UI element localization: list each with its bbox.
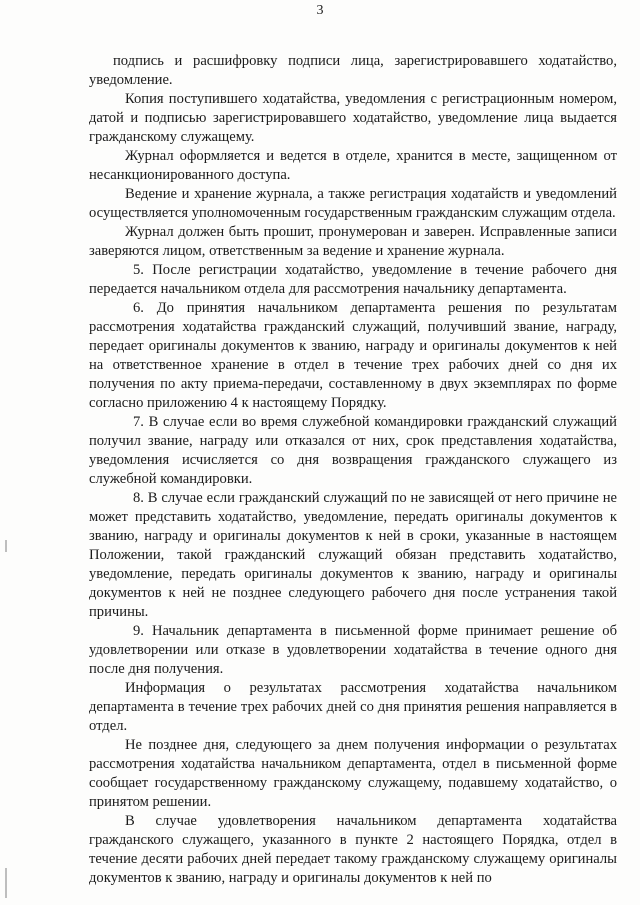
paragraph-decision-information: Информация о результатах рассмотрения ходатайства начальником департамента в течение трех рабочих дней со дня принятия решения направляется в отдел. [89,680,617,734]
paragraph-signature-continuation: подпись и расшифровку подписи лица, зарегистрировавшего ходатайство, уведомление. [89,53,617,88]
paragraph-notification-deadline: Не позднее дня, следующего за днем получения информации о результатах рассмотрения ходатайства начальником департамента, отдел в письменной форме сообщает государственному гражданскому служащему, подавшему ходатайство, о принятом решении. [89,737,617,810]
paragraph-satisfaction-case: В случае удовлетворения начальником департамента ходатайства гражданского служащего, указанного в пункте 2 настоящего Порядка, отдел в течение десяти рабочих дней передает такому гражданскому служащему оригиналы документов к званию, награду и оригиналы документов к ней по [89,813,617,886]
scan-margin-mark [5,540,7,552]
paragraph-copy-issued: Копия поступившего ходатайства, уведомления с регистрационным номером, датой и подписью зарегистрировавшего ходатайство, уведомление лица выдается гражданскому служащему. [89,91,617,145]
paragraph-journal-registration: Ведение и хранение журнала, а также регистрация ходатайств и уведомлений осуществляется уполномоченным государственным гражданским служащим отдела. [89,186,617,221]
paragraph-item-8: 8. В случае если гражданский служащий по не зависящей от него причине не может представить ходатайство, уведомление, передать оригиналы документов к званию, награду и оригиналы документов к ней в сроки, указанные в настоящем Положении, такой гражданский служащий обязан представить ходатайство, уведомление, передать оригиналы документов к званию, награду и оригиналы документов к ней не позднее следующего рабочего дня после устранения такой причины. [89,490,617,620]
page-number: 3 [316,3,324,18]
paragraph-item-6: 6. До принятия начальником департамента решения по результатам рассмотрения ходатайства гражданский служащий, получивший звание, награду, передает оригиналы документов к званию, награду и оригиналы документов к ней на ответственное хранение в отдел в течение трех рабочих дней со дня их получения по акту приема-передачи, составленному в двух экземплярах по форме согласно приложению 4 к настоящему Порядку. [89,300,617,411]
paragraph-journal-kept: Журнал оформляется и ведется в отделе, хранится в месте, защищенном от несанкционированного доступа. [89,148,617,183]
paragraph-journal-sealed: Журнал должен быть прошит, пронумерован и заверен. Исправленные записи заверяются лицом, ответственным за ведение и хранение журнала. [89,224,617,259]
scan-margin-mark [5,868,7,898]
paragraph-item-9: 9. Начальник департамента в письменной форме принимает решение об удовлетворении или отказе в удовлетворении ходатайства в течение одного дня после дня получения. [89,623,617,677]
document-body [89,52,617,888]
paragraph-item-5: 5. После регистрации ходатайство, уведомление в течение рабочего дня передается начальником отдела для рассмотрения начальнику департамента. [89,262,617,297]
paragraph-item-7: 7. В случае если во время служебной командировки гражданский служащий получил звание, награду или отказался от них, срок представления ходатайства, уведомления исчисляется со дня возвращения гражданского служащего из служебной командировки. [89,414,617,487]
